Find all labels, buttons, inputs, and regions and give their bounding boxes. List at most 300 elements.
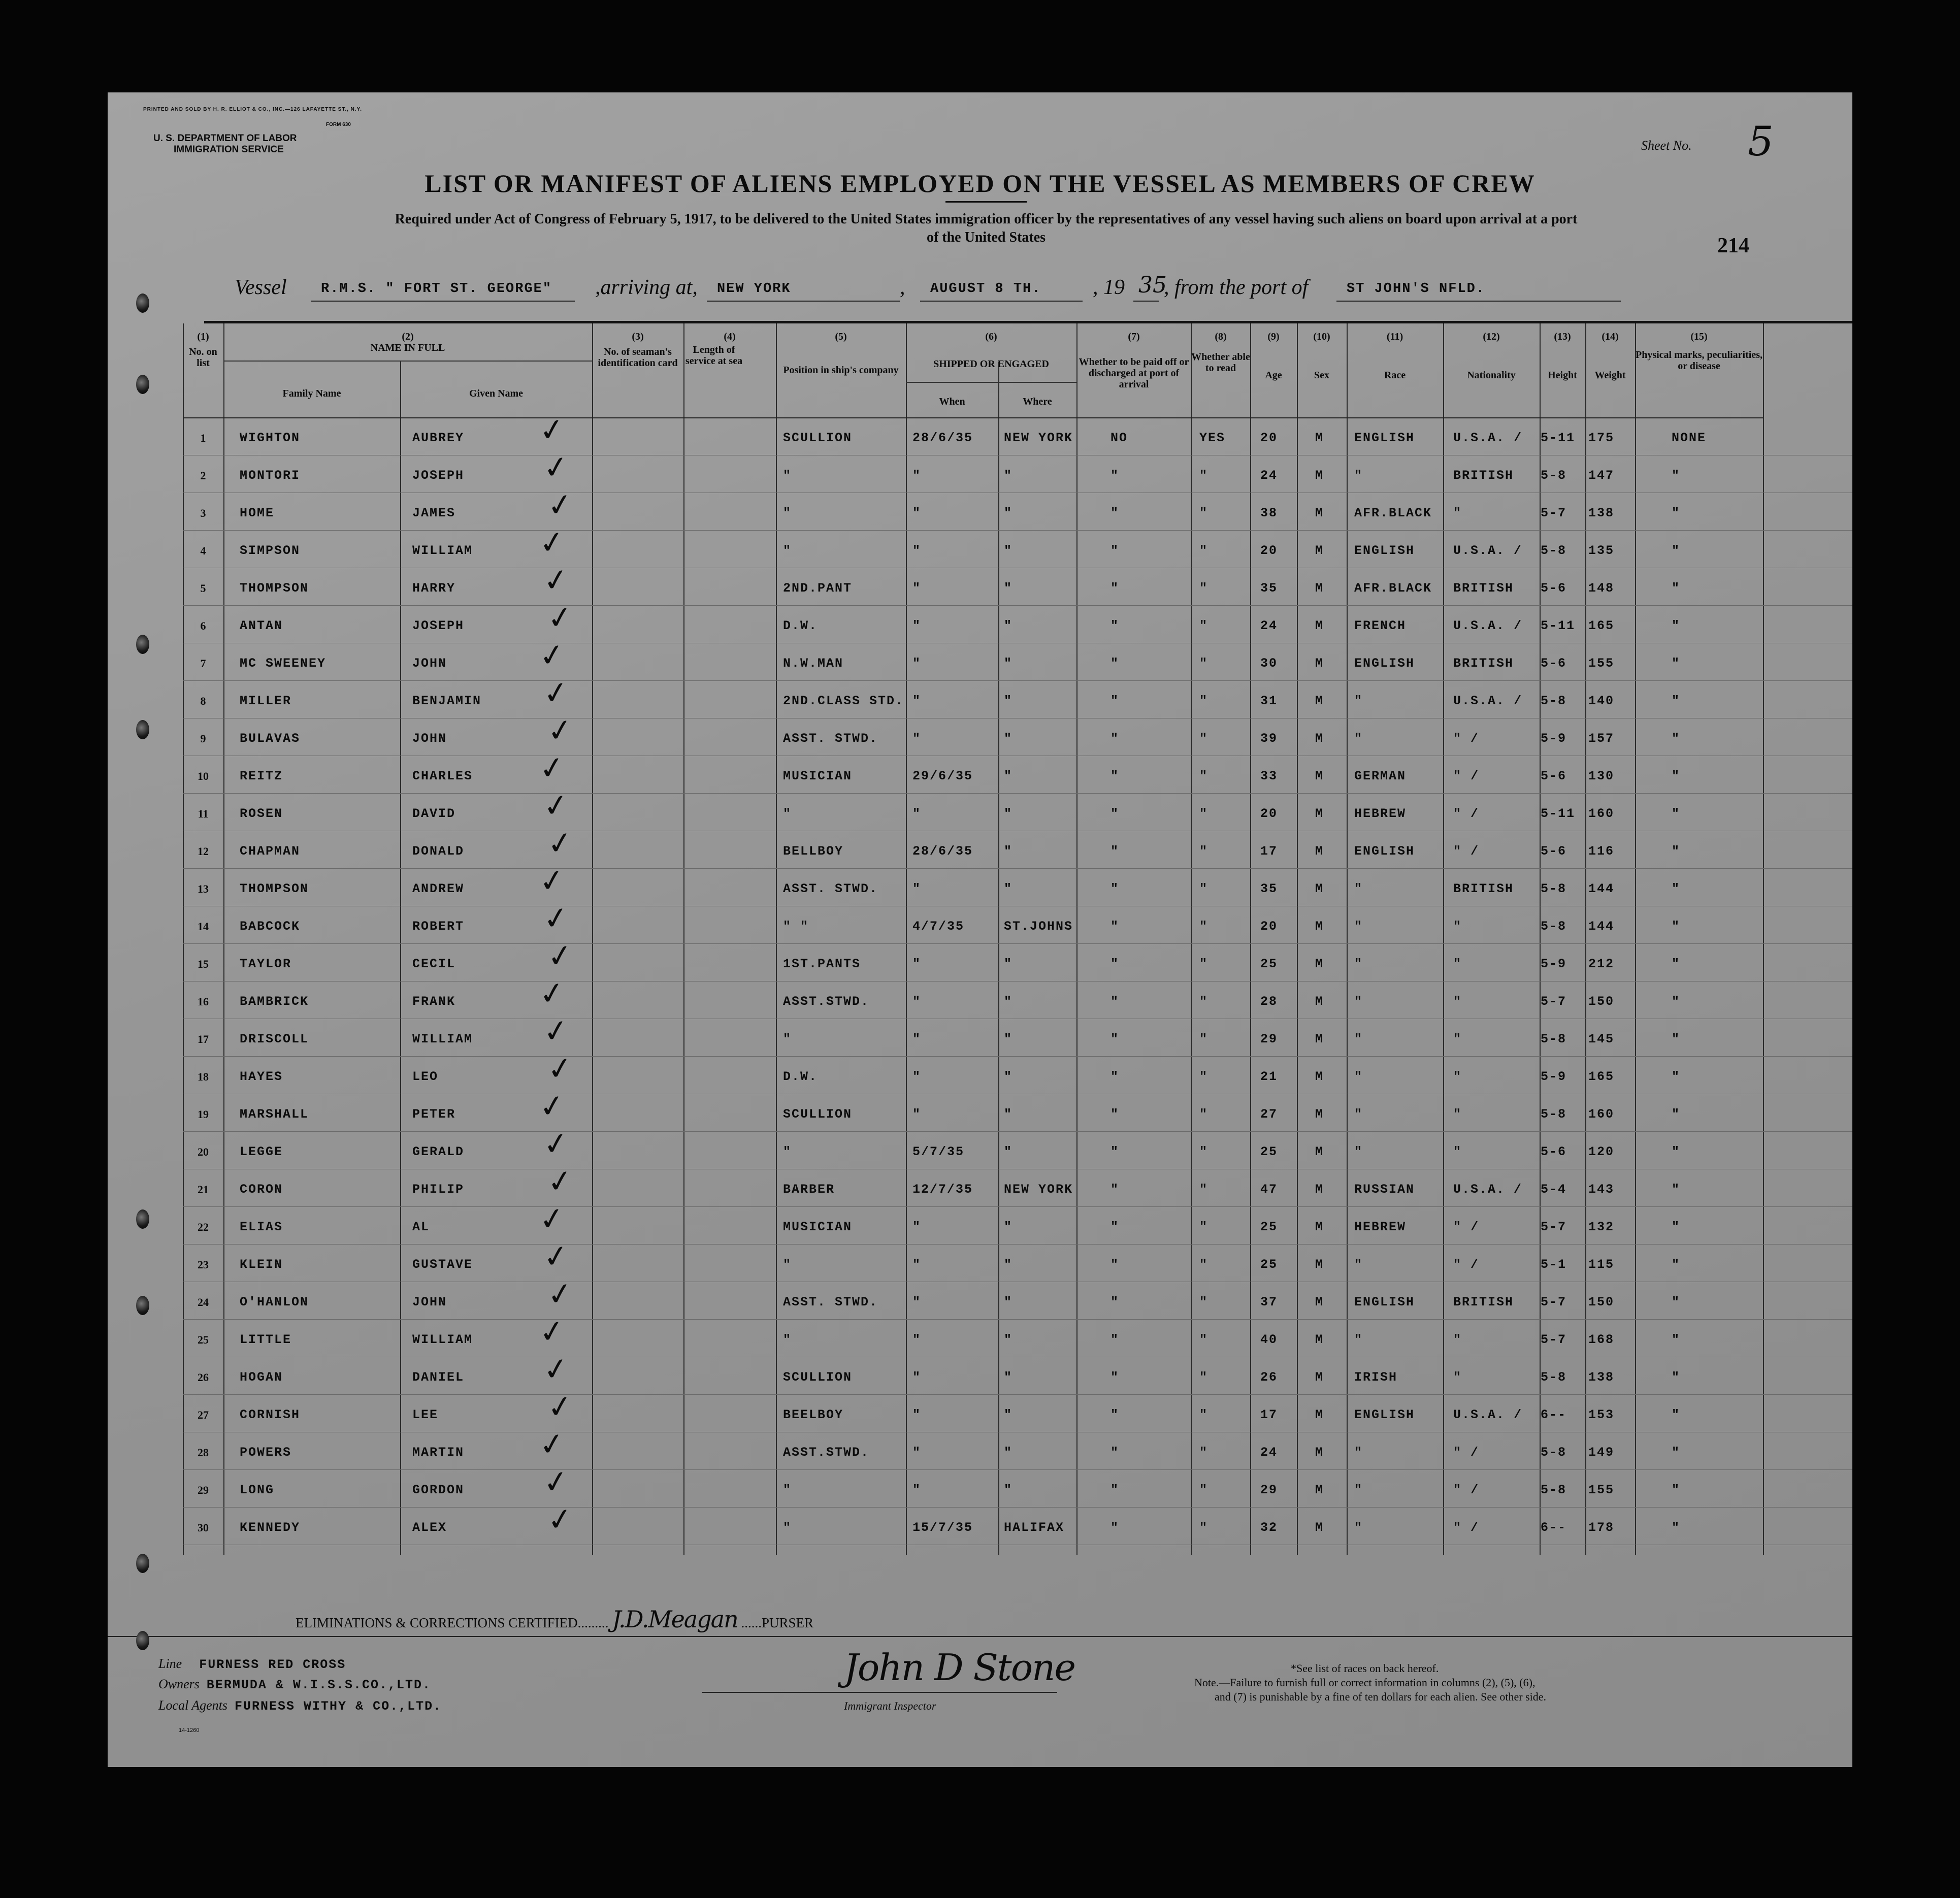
position-cell: D.W. <box>783 618 818 633</box>
given-name-cell: FRANK <box>412 994 456 1009</box>
position-cell: BARBER <box>783 1182 835 1197</box>
race-cell: " <box>1354 994 1363 1009</box>
title-rule <box>945 201 1027 203</box>
physical-marks-cell: " <box>1672 581 1681 596</box>
weight-cell: 138 <box>1588 1370 1615 1385</box>
given-name-cell: HARRY <box>412 581 456 596</box>
sex-cell: M <box>1315 1332 1324 1347</box>
check-mark-icon: ✓ <box>545 1162 575 1201</box>
check-mark-icon: ✓ <box>541 448 571 487</box>
weight-cell: 144 <box>1588 881 1615 896</box>
sex-cell: M <box>1315 731 1324 746</box>
shipped-when-cell: " <box>912 957 922 971</box>
year-suffix: 35 <box>1138 272 1167 298</box>
nationality-cell: BRITISH <box>1453 468 1514 483</box>
physical-marks-cell: " <box>1672 468 1681 483</box>
shipped-where-cell: " <box>1004 1107 1013 1122</box>
position-cell: " <box>783 468 792 483</box>
position-cell: ASST.STWD. <box>783 1445 870 1460</box>
race-cell: AFR.BLACK <box>1354 506 1432 520</box>
page-subtitle <box>209 210 1763 247</box>
sex-cell: M <box>1315 1032 1324 1046</box>
position-cell: 1ST.PANTS <box>783 957 861 971</box>
page-title: LIST OR MANIFEST OF ALIENS EMPLOYED ON THE VESSEL AS MEMBERS OF CREW <box>424 169 1536 198</box>
row-rule <box>183 1507 1852 1508</box>
check-mark-icon: ✓ <box>541 561 571 600</box>
given-name-cell: DANIEL <box>412 1370 465 1385</box>
given-name-cell: LEE <box>412 1408 439 1422</box>
year-underline <box>1133 301 1159 302</box>
nationality-cell: " <box>1453 506 1462 520</box>
agents-label: Local Agents <box>158 1698 228 1713</box>
weight-cell: 155 <box>1588 1483 1615 1497</box>
weight-cell: 160 <box>1588 1107 1615 1122</box>
col5-number: (5) <box>835 331 847 342</box>
date-underline <box>920 301 1083 302</box>
age-cell: 24 <box>1260 618 1278 633</box>
arrival-date: AUGUST 8 TH. <box>930 281 1041 297</box>
given-name-cell: DONALD <box>412 844 465 859</box>
col6-when-header: When <box>939 396 965 407</box>
col12-header: Nationality <box>1467 370 1516 381</box>
family-name-cell: ANTAN <box>240 618 283 633</box>
given-name-cell: PHILIP <box>412 1182 465 1197</box>
height-cell: 5-6 <box>1541 581 1567 596</box>
able-to-read-cell: " <box>1199 694 1208 708</box>
col7-number: (7) <box>1128 331 1140 342</box>
weight-cell: 147 <box>1588 468 1615 483</box>
sheet-label: Sheet No. <box>1641 138 1692 153</box>
row-rule <box>183 1206 1852 1207</box>
shipped-when-cell: 4/7/35 <box>912 919 965 934</box>
physical-marks-cell: " <box>1672 806 1681 821</box>
position-cell: N.W.MAN <box>783 656 844 671</box>
given-name-cell: WILLIAM <box>412 1032 473 1046</box>
weight-cell: 145 <box>1588 1032 1615 1046</box>
family-name-cell: MILLER <box>240 694 292 708</box>
department-heading <box>153 133 297 155</box>
race-cell: " <box>1354 1144 1363 1159</box>
check-mark-icon: ✓ <box>541 1350 571 1389</box>
family-name-cell: DRISCOLL <box>240 1032 309 1046</box>
family-name-cell: BABCOCK <box>240 919 301 934</box>
shipped-where-cell: " <box>1004 844 1013 859</box>
age-cell: 20 <box>1260 431 1278 445</box>
agents-value: FURNESS WITHY & CO.,LTD. <box>235 1699 442 1714</box>
race-cell: " <box>1354 1069 1363 1084</box>
column-divider <box>1076 323 1077 1555</box>
sex-cell: M <box>1315 844 1324 859</box>
physical-marks-cell: " <box>1672 1370 1681 1385</box>
able-to-read-cell: " <box>1199 1445 1208 1460</box>
row-rule <box>183 1319 1852 1320</box>
paid-off-cell: " <box>1110 1182 1120 1197</box>
shipped-where-cell: HALIFAX <box>1004 1520 1065 1535</box>
shipped-where-cell: " <box>1004 1032 1013 1046</box>
physical-marks-cell: NONE <box>1672 431 1707 445</box>
vessel-underline <box>311 301 575 302</box>
col6-header: SHIPPED OR ENGAGED <box>933 358 1049 370</box>
shipped-where-cell: " <box>1004 506 1013 520</box>
paid-off-cell: " <box>1110 1107 1120 1122</box>
able-to-read-cell: " <box>1199 1107 1208 1122</box>
position-cell: " <box>783 543 792 558</box>
form-code: 14-1260 <box>179 1727 200 1733</box>
row-number: 27 <box>198 1409 209 1421</box>
shipped-where-cell: " <box>1004 581 1013 596</box>
sex-cell: M <box>1315 1445 1324 1460</box>
able-to-read-cell: " <box>1199 506 1208 520</box>
punch-hole <box>136 293 149 313</box>
able-to-read-cell: " <box>1199 656 1208 671</box>
col12-number: (12) <box>1483 331 1500 342</box>
shipped-when-cell: " <box>912 1483 922 1497</box>
height-cell: 5-7 <box>1541 994 1567 1009</box>
nationality-cell: BRITISH <box>1453 881 1514 896</box>
col15-number: (15) <box>1690 331 1708 342</box>
header-bottom-rule <box>183 417 1763 418</box>
family-name-cell: POWERS <box>240 1445 292 1460</box>
position-cell: SCULLION <box>783 1107 853 1122</box>
height-cell: 5-7 <box>1541 1332 1567 1347</box>
sex-cell: M <box>1315 1144 1324 1159</box>
physical-marks-cell: " <box>1672 1107 1681 1122</box>
weight-cell: 120 <box>1588 1144 1615 1159</box>
shipped-when-cell: " <box>912 1445 922 1460</box>
check-mark-icon: ✓ <box>545 1049 575 1089</box>
inspector-label: Immigrant Inspector <box>844 1699 936 1712</box>
physical-marks-cell: " <box>1672 994 1681 1009</box>
punch-hole <box>136 720 149 739</box>
position-cell: ASST. STWD. <box>783 1295 878 1310</box>
family-name-cell: LEGGE <box>240 1144 283 1159</box>
height-cell: 5-8 <box>1541 1445 1567 1460</box>
shipped-where-cell: NEW YORK <box>1004 431 1073 445</box>
race-cell: ENGLISH <box>1354 656 1415 671</box>
able-to-read-cell: " <box>1199 1182 1208 1197</box>
note-line-1: Note.—Failure to furnish full or correct information in columns (2), (5), (6), <box>1194 1676 1536 1689</box>
position-cell: " <box>783 806 792 821</box>
nationality-cell: " <box>1453 957 1462 971</box>
column-divider <box>592 323 593 1555</box>
physical-marks-cell: " <box>1672 1332 1681 1347</box>
note-line-2: and (7) is punishable by a fine of ten dollars for each alien. See other side. <box>1215 1690 1547 1703</box>
certification-text: ELIMINATIONS & CORRECTIONS CERTIFIED......... <box>296 1615 609 1630</box>
race-cell: ENGLISH <box>1354 1408 1415 1422</box>
row-rule <box>183 1469 1852 1470</box>
sex-cell: M <box>1315 1370 1324 1385</box>
height-cell: 5-7 <box>1541 1295 1567 1310</box>
col8-number: (8) <box>1215 331 1227 342</box>
row-number: 28 <box>198 1446 209 1459</box>
row-number: 18 <box>198 1070 209 1083</box>
comma-sep: , <box>900 276 905 299</box>
paid-off-cell: " <box>1110 806 1120 821</box>
check-mark-icon: ✓ <box>537 748 567 788</box>
physical-marks-cell: " <box>1672 731 1681 746</box>
paid-off-cell: " <box>1110 731 1120 746</box>
physical-marks-cell: " <box>1672 1069 1681 1084</box>
position-cell: 2ND.CLASS STD. <box>783 694 904 708</box>
punch-hole <box>136 375 149 394</box>
physical-marks-cell: " <box>1672 1144 1681 1159</box>
height-cell: 5-1 <box>1541 1257 1567 1272</box>
physical-marks-cell: " <box>1672 656 1681 671</box>
shipped-when-cell: " <box>912 731 922 746</box>
race-cell: RUSSIAN <box>1354 1182 1415 1197</box>
weight-cell: 144 <box>1588 919 1615 934</box>
age-cell: 20 <box>1260 919 1278 934</box>
weight-cell: 132 <box>1588 1220 1615 1234</box>
check-mark-icon: ✓ <box>541 786 571 826</box>
printer-imprint: PRINTED AND SOLD BY H. R. ELLIOT & CO., INC.—126 LAFAYETTE ST., N.Y. <box>143 107 363 112</box>
row-number: 29 <box>198 1484 209 1496</box>
height-cell: 5-6 <box>1541 769 1567 783</box>
nationality-cell: " <box>1453 1332 1462 1347</box>
given-name-cell: WILLIAM <box>412 1332 473 1347</box>
column-divider <box>1250 323 1251 1555</box>
column-divider <box>683 323 684 1555</box>
col4-header: Length of service at sea <box>685 344 743 367</box>
shipped-when-cell: " <box>912 1295 922 1310</box>
sex-cell: M <box>1315 1408 1324 1422</box>
nationality-cell: U.S.A. / <box>1453 1182 1523 1197</box>
race-cell: " <box>1354 1032 1363 1046</box>
able-to-read-cell: " <box>1199 881 1208 896</box>
nationality-cell: " / <box>1453 731 1480 746</box>
height-cell: 5-8 <box>1541 694 1567 708</box>
weight-cell: 168 <box>1588 1332 1615 1347</box>
paid-off-cell: " <box>1110 844 1120 859</box>
race-cell: AFR.BLACK <box>1354 581 1432 596</box>
nationality-cell: " / <box>1453 806 1480 821</box>
year-prefix: , 19 <box>1093 276 1125 299</box>
age-cell: 30 <box>1260 656 1278 671</box>
age-cell: 28 <box>1260 994 1278 1009</box>
able-to-read-cell: " <box>1199 543 1208 558</box>
check-mark-icon: ✓ <box>545 1387 575 1427</box>
height-cell: 5-9 <box>1541 731 1567 746</box>
height-cell: 5-4 <box>1541 1182 1567 1197</box>
check-mark-icon: ✓ <box>537 523 567 563</box>
column-divider <box>1635 323 1636 1555</box>
family-name-cell: LITTLE <box>240 1332 292 1347</box>
sex-cell: M <box>1315 919 1324 934</box>
given-name-cell: AUBREY <box>412 431 465 445</box>
paid-off-cell: " <box>1110 506 1120 520</box>
sex-cell: M <box>1315 1182 1324 1197</box>
row-number: 10 <box>198 770 209 782</box>
shipped-when-cell: " <box>912 506 922 520</box>
inspector-line <box>702 1692 1057 1693</box>
position-cell: SCULLION <box>783 431 853 445</box>
family-name-cell: MC SWEENEY <box>240 656 326 671</box>
col3-header: No. of seaman's identification card <box>598 346 678 369</box>
arriving-label: ,arriving at, <box>595 276 698 299</box>
able-to-read-cell: " <box>1199 994 1208 1009</box>
age-cell: 21 <box>1260 1069 1278 1084</box>
shipped-when-cell: " <box>912 1220 922 1234</box>
nationality-cell: " <box>1453 1032 1462 1046</box>
race-cell: " <box>1354 919 1363 934</box>
shipped-when-cell: " <box>912 1408 922 1422</box>
family-name-cell: O'HANLON <box>240 1295 309 1310</box>
family-name-cell: HOME <box>240 506 275 520</box>
weight-cell: 150 <box>1588 1295 1615 1310</box>
able-to-read-cell: " <box>1199 581 1208 596</box>
age-cell: 20 <box>1260 543 1278 558</box>
paid-off-cell: " <box>1110 919 1120 934</box>
footer-rule <box>108 1636 1852 1637</box>
col11-number: (11) <box>1386 331 1403 342</box>
nationality-cell: " / <box>1453 1445 1480 1460</box>
family-name-cell: KLEIN <box>240 1257 283 1272</box>
col15-header: Physical marks, peculiarities, or disease <box>1636 349 1762 372</box>
sex-cell: M <box>1315 694 1324 708</box>
able-to-read-cell: " <box>1199 468 1208 483</box>
vessel-name: R.M.S. " FORT ST. GEORGE" <box>321 281 552 297</box>
row-number: 14 <box>198 920 209 933</box>
sex-cell: M <box>1315 506 1324 520</box>
shipped-where-cell: " <box>1004 1332 1013 1347</box>
header-subrule <box>906 382 1076 383</box>
age-cell: 40 <box>1260 1332 1278 1347</box>
weight-cell: 138 <box>1588 506 1615 520</box>
race-cell: HEBREW <box>1354 806 1407 821</box>
family-name-cell: CORON <box>240 1182 283 1197</box>
height-cell: 6-- <box>1541 1520 1567 1535</box>
position-cell: " <box>783 506 792 520</box>
physical-marks-cell: " <box>1672 618 1681 633</box>
line-field <box>158 1656 346 1672</box>
shipped-when-cell: 15/7/35 <box>912 1520 973 1535</box>
paid-off-cell: " <box>1110 1257 1120 1272</box>
check-mark-icon: ✓ <box>545 598 575 638</box>
col2-number: (2) <box>402 331 414 342</box>
row-rule <box>183 868 1852 869</box>
paid-off-cell: " <box>1110 1069 1120 1084</box>
family-name-cell: LONG <box>240 1483 275 1497</box>
weight-cell: 135 <box>1588 543 1615 558</box>
sheet-number: 5 <box>1748 118 1774 165</box>
paid-off-cell: " <box>1110 1295 1120 1310</box>
col2-given-header: Given Name <box>469 388 524 399</box>
position-cell: " <box>783 1332 792 1347</box>
nationality-cell: " <box>1453 1144 1462 1159</box>
punch-hole <box>136 1296 149 1315</box>
family-name-cell: SIMPSON <box>240 543 301 558</box>
age-cell: 24 <box>1260 1445 1278 1460</box>
row-number: 11 <box>198 807 209 820</box>
race-cell: ENGLISH <box>1354 1295 1415 1310</box>
paid-off-cell: " <box>1110 1520 1120 1535</box>
height-cell: 6-- <box>1541 1408 1567 1422</box>
nationality-cell: U.S.A. / <box>1453 1408 1523 1422</box>
form-number: FORM 630 <box>326 122 351 127</box>
sex-cell: M <box>1315 543 1324 558</box>
nationality-cell: U.S.A. / <box>1453 543 1523 558</box>
column-divider <box>998 362 999 1555</box>
position-cell: " <box>783 1032 792 1046</box>
position-cell: BEELBOY <box>783 1408 844 1422</box>
given-name-cell: BENJAMIN <box>412 694 482 708</box>
race-cell: " <box>1354 1107 1363 1122</box>
arriving-port: NEW YORK <box>717 281 791 297</box>
given-name-cell: LEO <box>412 1069 439 1084</box>
row-number: 1 <box>200 432 206 444</box>
physical-marks-cell: " <box>1672 957 1681 971</box>
row-number: 21 <box>198 1183 209 1196</box>
age-cell: 29 <box>1260 1032 1278 1046</box>
able-to-read-cell: " <box>1199 1408 1208 1422</box>
row-number: 12 <box>198 845 209 858</box>
position-cell: " <box>783 1520 792 1535</box>
given-name-cell: GUSTAVE <box>412 1257 473 1272</box>
row-number: 16 <box>198 995 209 1008</box>
row-number: 6 <box>200 619 206 632</box>
check-mark-icon: ✓ <box>541 673 571 713</box>
row-rule <box>183 605 1852 606</box>
check-mark-icon: ✓ <box>537 636 567 675</box>
family-name-cell: KENNEDY <box>240 1520 301 1535</box>
given-name-cell: JOSEPH <box>412 468 465 483</box>
shipped-where-cell: " <box>1004 1370 1013 1385</box>
position-cell: ASST. STWD. <box>783 881 878 896</box>
column-divider <box>1297 323 1298 1555</box>
age-cell: 27 <box>1260 1107 1278 1122</box>
height-cell: 5-8 <box>1541 1483 1567 1497</box>
row-number: 22 <box>198 1221 209 1233</box>
check-mark-icon: ✓ <box>537 1312 567 1352</box>
family-name-cell: TAYLOR <box>240 957 292 971</box>
stamp-number: 214 <box>1717 234 1749 257</box>
weight-cell: 130 <box>1588 769 1615 783</box>
height-cell: 5-9 <box>1541 1069 1567 1084</box>
shipped-where-cell: " <box>1004 1069 1013 1084</box>
check-mark-icon: ✓ <box>541 1124 571 1164</box>
col10-number: (10) <box>1313 331 1330 342</box>
race-cell: ENGLISH <box>1354 431 1415 445</box>
shipped-where-cell: " <box>1004 957 1013 971</box>
col14-header: Weight <box>1594 370 1626 381</box>
race-cell: ENGLISH <box>1354 543 1415 558</box>
col9-number: (9) <box>1267 331 1280 342</box>
col7-header: Whether to be paid off or discharged at port of arrival <box>1079 356 1189 390</box>
height-cell: 5-7 <box>1541 1220 1567 1234</box>
sex-cell: M <box>1315 1220 1324 1234</box>
able-to-read-cell: " <box>1199 1032 1208 1046</box>
race-cell: " <box>1354 1332 1363 1347</box>
sex-cell: M <box>1315 1107 1324 1122</box>
column-divider <box>1191 323 1192 1555</box>
nationality-cell: " <box>1453 994 1462 1009</box>
shipped-where-cell: ST.JOHNS <box>1004 919 1073 934</box>
col5-header: Position in ship's company <box>783 365 899 376</box>
sex-cell: M <box>1315 806 1324 821</box>
physical-marks-cell: " <box>1672 1220 1681 1234</box>
row-number: 15 <box>198 958 209 970</box>
paid-off-cell: " <box>1110 1220 1120 1234</box>
header-subrule <box>223 361 592 362</box>
sex-cell: M <box>1315 1295 1324 1310</box>
physical-marks-cell: " <box>1672 919 1681 934</box>
row-number: 7 <box>200 657 206 670</box>
sex-cell: M <box>1315 994 1324 1009</box>
height-cell: 5-6 <box>1541 1144 1567 1159</box>
given-name-cell: MARTIN <box>412 1445 465 1460</box>
physical-marks-cell: " <box>1672 1032 1681 1046</box>
owners-value: BERMUDA & W.I.S.S.CO.,LTD. <box>206 1678 431 1692</box>
